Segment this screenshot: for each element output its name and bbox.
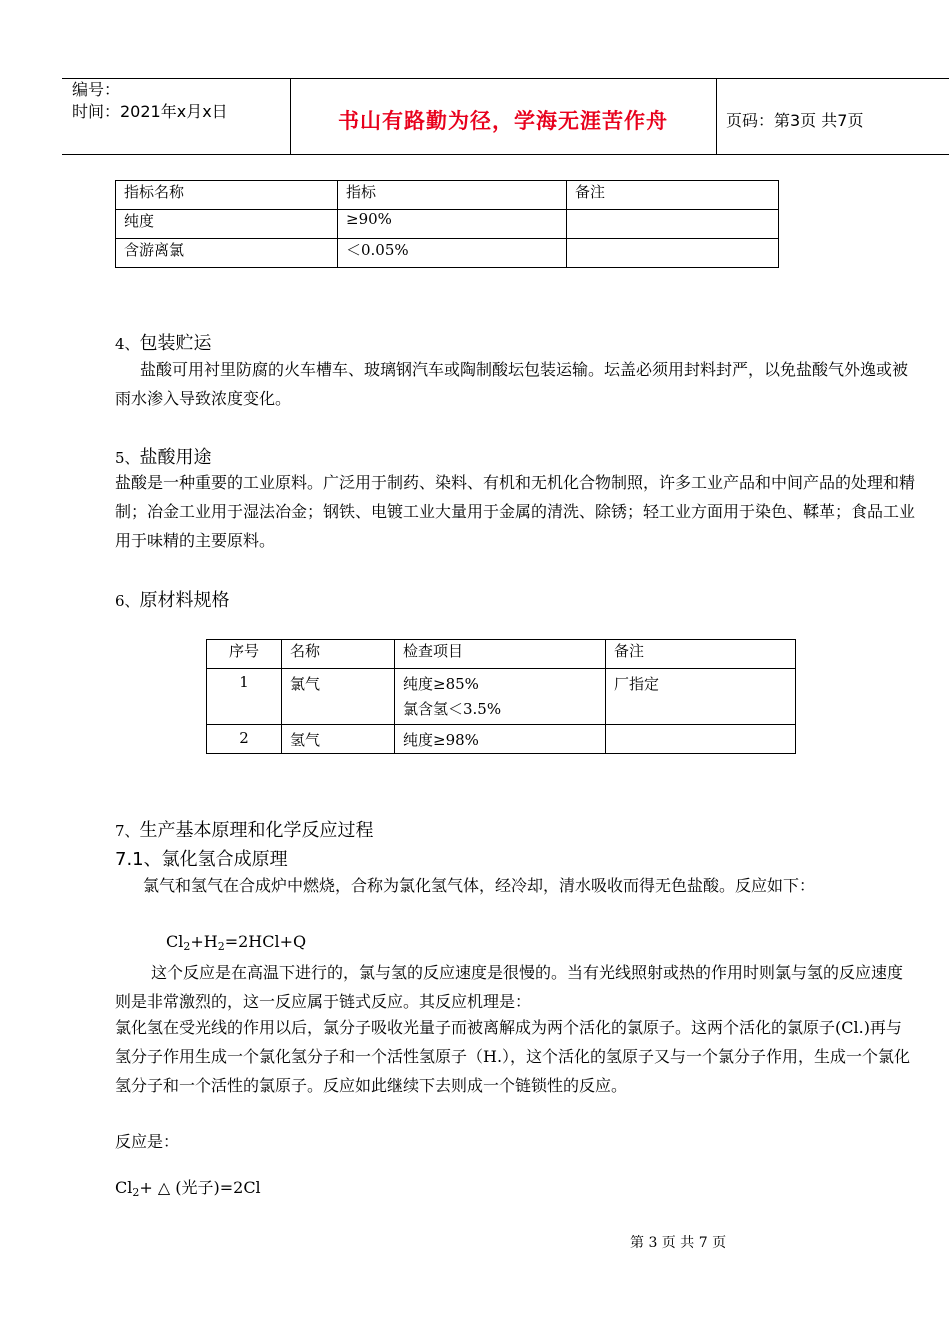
eq-subscript: 2 [132,1186,140,1199]
section-title: 生产基本原理和化学反应过程 [139,820,374,841]
section-number: 7、 [115,822,140,840]
eq-subscript: 2 [183,940,191,953]
eq-term: Cl [115,1178,133,1197]
table-cell: 1 [207,669,282,725]
paragraph: 这个反应是在高温下进行的，氯与氢的反应速度是很慢的。当有光线照射或热的作用时则氯与氢的反应速度则是非常激烈的，这一反应属于链式反应。其反应机理是： [115,963,904,1011]
check-item: 纯度≥85% [403,675,479,693]
materials-table [206,639,796,754]
header-page-info: 页码：第3页 共7页 [726,111,864,130]
section-heading [115,443,212,469]
section-heading [115,329,212,355]
table-cell: ≥90% [338,210,567,239]
section-title: 盐酸用途 [139,447,212,468]
section-title: 包装贮运 [139,333,212,354]
paragraph: 反应是： [115,1132,180,1151]
table-row [116,239,779,268]
table-cell [606,725,796,754]
table-cell: 含游离氯 [116,239,338,268]
table-header-cell: 备注 [567,181,779,210]
section-heading [115,816,374,842]
section-number: 4、 [115,335,140,353]
table-header-cell: 指标名称 [116,181,338,210]
table-header-row [207,640,796,669]
table-header-cell: 序号 [207,640,282,669]
table-cell [567,239,779,268]
paragraph: 氯气和氢气在合成炉中燃烧，合称为氯化氢气体，经冷却，清水吸收而得无色盐酸。反应如下： [143,876,816,895]
table-header-cell: 指标 [338,181,567,210]
eq-subscript: 2 [217,940,225,953]
section-number: 5、 [115,449,140,467]
header-divider [716,78,717,155]
section-body: 盐酸是一种重要的工业原料。广泛用于制药、染料、有机和无机化合物制照，许多工业产品和中间产品的处理和精制；冶金工业用于湿法冶金；钢铁、电镀工业大量用于金属的清洗、除锈；轻工业方面用于染色、鞣革；食品工业用于味精的主要原料。 [115,473,916,550]
eq-term: Cl [166,932,184,951]
equation-hcl [166,932,306,953]
table-header-cell: 检查项目 [395,640,606,669]
page-footer: 第 3 页 共 7 页 [630,1235,727,1251]
table-cell: ＜0.05% [338,239,567,268]
check-item: 氯含氢＜3.5% [403,700,502,718]
section-body: 盐酸可用衬里防腐的火车槽车、玻璃钢汽车或陶制酸坛包装运输。坛盖必须用封料封严，以免盐酸气外逸或被雨水渗入导致浓度变化。 [115,360,909,408]
section-heading [115,586,230,612]
table-cell [395,669,606,725]
subsection-heading [115,845,288,871]
eq-term: +H [190,932,218,951]
paragraph: 氯化氢在受光线的作用以后，氯分子吸收光量子而被离解成为两个活化的氯原子。这两个活化的氯原子(Cl.)再与氢分子作用生成一个氯化氢分子和一个活性氢原子（H.），这个活化的氢原子又与一个氯分子作用，生成一个氯化氢分子和一个活性的氯原子。反应如此继续下去则成一个链锁性的反应。 [115,1018,911,1095]
doc-number-label: 编号： [72,80,121,99]
table-row [116,210,779,239]
eq-term: =2HCl+Q [224,932,307,951]
table-header-row [116,181,779,210]
quality-table [115,180,779,268]
table-cell: 厂指定 [606,669,796,725]
table-cell: 纯度≥98% [395,725,606,754]
table-header-cell: 名称 [282,640,395,669]
section-title: 原材料规格 [139,590,230,611]
table-row [207,669,796,725]
table-header-cell: 备注 [606,640,796,669]
table-row [207,725,796,754]
doc-time-label: 时间：2021年x月x日 [72,102,228,121]
table-cell: 氯气 [282,669,395,725]
table-cell [567,210,779,239]
equation-photolysis [115,1175,261,1199]
header-top-rule [62,78,949,79]
table-cell: 纯度 [116,210,338,239]
subsection-title: 氯化氢合成原理 [161,849,288,870]
section-number: 6、 [115,592,140,610]
table-cell: 2 [207,725,282,754]
table-cell: 氢气 [282,725,395,754]
header-bottom-rule [62,154,949,155]
eq-term: + △ (光子)=2Cl [139,1178,261,1197]
subsection-number: 7.1、 [115,849,162,870]
header-motto: 书山有路勤为径，学海无涯苦作舟 [338,109,668,133]
